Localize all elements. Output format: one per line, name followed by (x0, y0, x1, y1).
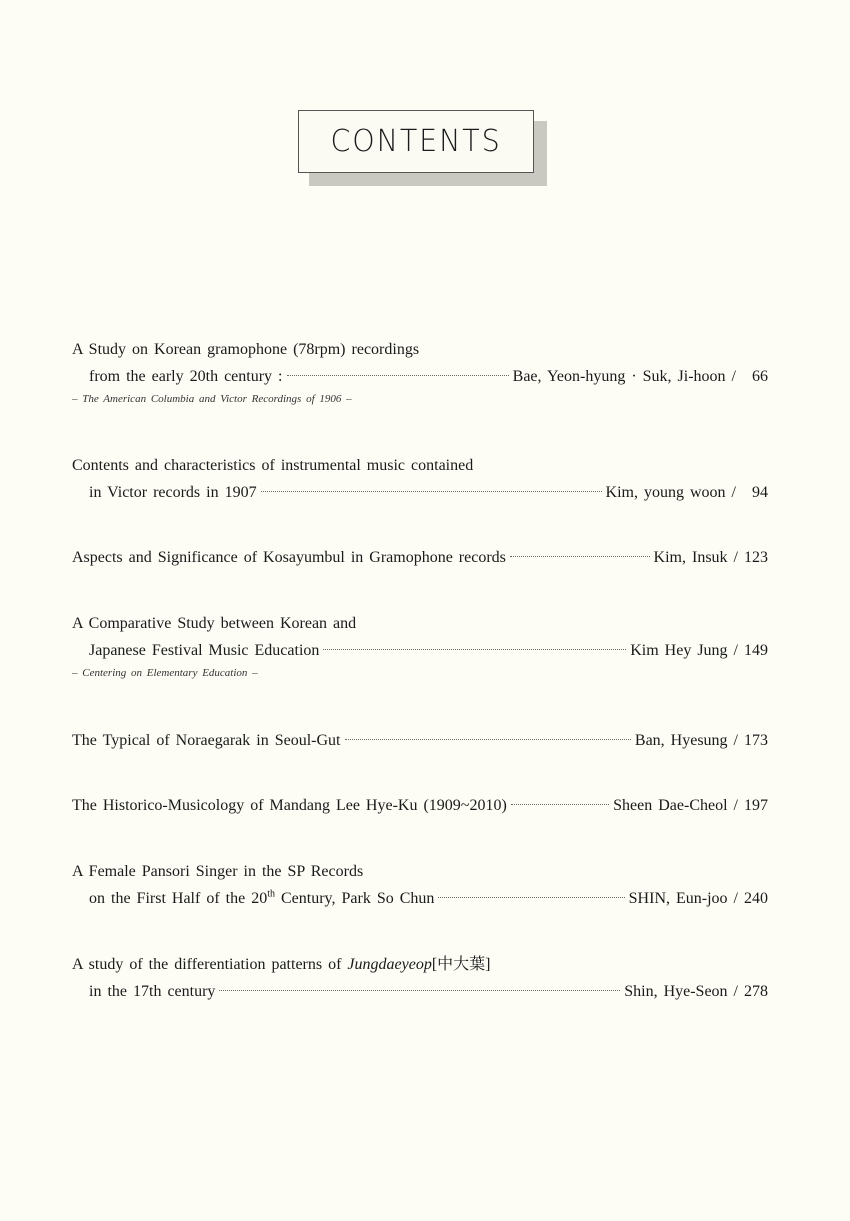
separator: / (727, 732, 744, 749)
entry-page: 240 (744, 890, 768, 907)
entry-author-page (630, 637, 768, 664)
entry-author: Kim, young woon (605, 484, 726, 501)
entry-title-cont: in Victor records in 1907 (89, 484, 257, 501)
entry-author-line (72, 363, 768, 390)
entry-title-line: A Female Pansori Singer in the SP Records (72, 863, 364, 880)
separator: / (727, 797, 744, 814)
toc-entry[interactable] (72, 544, 768, 571)
entry-author-line (72, 727, 768, 754)
entry-author-line (72, 792, 768, 819)
entry-title-line: Aspects and Significance of Kosayumbul in Gramophone records (72, 549, 506, 566)
entry-author: Kim, Insuk (653, 549, 728, 566)
entry-page: 94 (752, 484, 768, 501)
leader-dots (510, 555, 650, 557)
entry-page: 173 (744, 732, 768, 749)
entry-title-cont: in the 17th century (89, 983, 216, 1000)
entry-author-line (72, 544, 768, 571)
toc-entry[interactable] (72, 951, 768, 1005)
entry-subtitle: – Centering on Elementary Education – (72, 667, 258, 679)
entry-author-page (624, 978, 768, 1005)
entry-title-cont: Japanese Festival Music Education (89, 642, 320, 659)
entry-author: SHIN, Eun-joo (628, 890, 728, 907)
entry-author: Ban, Hyesung (634, 732, 728, 749)
entry-author-line (72, 637, 768, 664)
leader-dots (261, 490, 602, 492)
entry-page: 123 (744, 549, 768, 566)
entry-page: 66 (752, 368, 768, 385)
entry-title-cont (89, 885, 434, 912)
separator: / (727, 549, 744, 566)
separator: / (727, 890, 744, 907)
separator: / (727, 642, 744, 659)
toc-entry[interactable] (72, 792, 768, 819)
toc-entry[interactable] (72, 610, 768, 682)
title-text-pre: A study of the differentiation patterns of (72, 956, 348, 973)
entry-title-line: A Study on Korean gramophone (78rpm) recordings (72, 341, 420, 358)
title-superscript: th (267, 888, 275, 900)
entry-title-cont: from the early 20th century : (89, 368, 283, 385)
entry-author-page (613, 792, 768, 819)
entry-author-page (635, 727, 768, 754)
entry-author: Shin, Hye-Seon (624, 983, 728, 1000)
title-text-pre: on the First Half of the 20 (89, 890, 268, 907)
entry-author-page (606, 479, 768, 506)
leader-dots (323, 648, 626, 650)
entry-page: 149 (744, 642, 768, 659)
entry-author-line (72, 885, 768, 912)
page-title: CONTENTS (330, 124, 502, 159)
title-italic-term: Jungdaeyeop (347, 956, 432, 973)
leader-dots (287, 374, 509, 376)
leader-dots (438, 896, 624, 898)
entry-title-line: Contents and characteristics of instrumental music contained (72, 457, 474, 474)
entry-title-line (72, 951, 768, 978)
title-box (298, 110, 534, 173)
entry-author-page (654, 544, 768, 571)
toc-entry[interactable] (72, 727, 768, 754)
leader-dots (345, 738, 631, 740)
entry-author: Sheen Dae-Cheol (613, 797, 728, 814)
separator: / (725, 368, 742, 385)
leader-dots (511, 803, 609, 805)
separator: / (727, 983, 744, 1000)
entry-author-line (72, 978, 768, 1005)
entry-title-line: The Typical of Noraegarak in Seoul-Gut (72, 732, 341, 749)
entry-author-page (513, 363, 768, 390)
entry-author: Kim Hey Jung (630, 642, 728, 659)
entry-title-line: A Comparative Study between Korean and (72, 615, 357, 632)
leader-dots (219, 989, 620, 991)
entry-page: 278 (744, 983, 768, 1000)
entry-author: Bae, Yeon-hyung · Suk, Ji-hoon (512, 368, 726, 385)
entry-author-page (629, 885, 768, 912)
toc-entry[interactable] (72, 858, 768, 912)
title-text-post: Century, Park So Chun (274, 890, 435, 907)
title-hanja: [中大葉] (431, 956, 491, 973)
entry-subtitle: – The American Columbia and Victor Recordings of 1906 – (72, 393, 352, 405)
entry-title-line: The Historico-Musicology of Mandang Lee Hye-Ku (1909~2010) (72, 797, 507, 814)
toc-entry[interactable] (72, 452, 768, 506)
entry-author-line (72, 479, 768, 506)
entry-page: 197 (744, 797, 768, 814)
toc-entry[interactable] (72, 336, 768, 408)
separator: / (725, 484, 742, 501)
